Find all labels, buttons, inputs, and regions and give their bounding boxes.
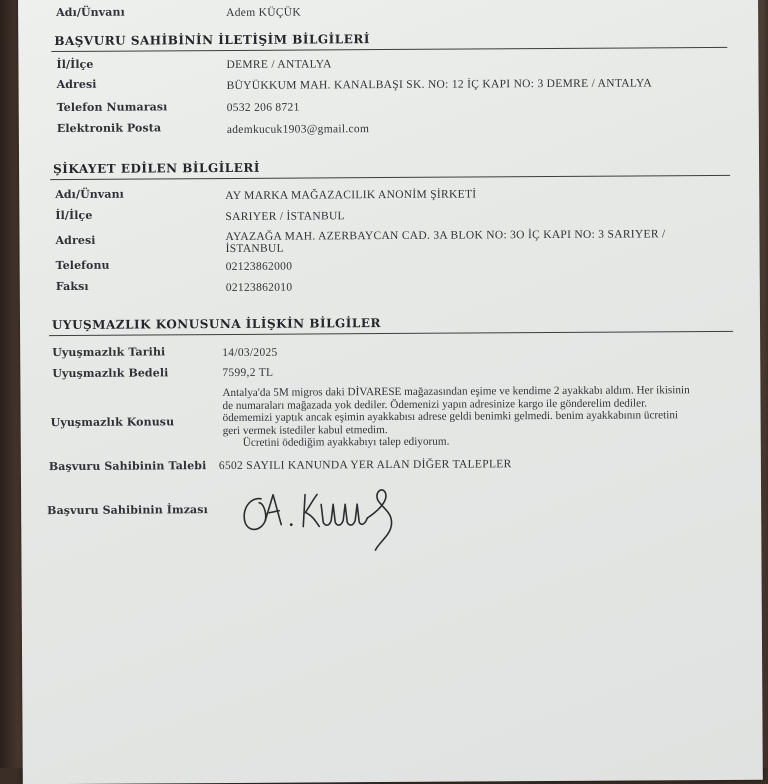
complaint-phone-value: 02123862000 (225, 260, 293, 273)
dispute-date-value: 14/03/2025 (222, 346, 278, 360)
dispute-signature-label: Başvuru Sahibinin İmzası (47, 503, 208, 518)
contact-address-value: BÜYÜKKUM MAH. KANALBAŞI SK. NO: 12 İÇ KAPI NO: 3 DEMRE / ANTALYA (226, 77, 652, 92)
complaint-section-divider (50, 175, 730, 181)
dispute-subject-line: de numaraları mağazada yok dediler. Ödemenizi yapın adresinize kargo ile gönderelim dediler. (222, 397, 648, 412)
dispute-section-divider (49, 331, 733, 337)
complaint-name-value: AY MARKA MAĞAZACILIK ANONİM ŞİRKETİ (225, 188, 477, 202)
dispute-section-title: UYUŞMAZLIK KONUSUNA İLİŞKİN BİLGİLER (51, 316, 381, 333)
dispute-subject-line: Antalya'da 5M migros daki DİVARESE mağazasından eşime ve kendime 2 ayakkabı aldım. Her ikisinin (222, 384, 690, 400)
complaint-address-value-line2: İSTANBUL (225, 242, 284, 255)
complaint-city-label: İl/İlçe (55, 208, 93, 223)
dispute-subject-line: geri vermek istediler kabul etmedim. (222, 423, 388, 437)
dispute-subject-text (222, 384, 690, 450)
dispute-amount-label: Uyuşmazlık Bedeli (52, 366, 169, 381)
contact-city-label: İl/İlçe (56, 57, 94, 72)
applicant-name-value: Adem KÜÇÜK (226, 6, 302, 19)
dispute-subject-line: ödememizi yaptık ancak eşimin ayakkabısı adrese geldi benimki gelmedi. benim ayakkabının ücretini (222, 409, 679, 425)
dispute-amount-value: 7599,2 TL (222, 366, 274, 380)
complaint-fax-value: 02123862010 (225, 281, 293, 294)
dispute-date-label: Uyuşmazlık Tarihi (52, 345, 166, 360)
contact-city-value: DEMRE / ANTALYA (226, 58, 332, 71)
contact-phone-label: Telefon Numarası (56, 100, 168, 115)
complaint-address-label: Adresi (55, 233, 96, 248)
contact-email-label: Elektronik Posta (56, 121, 162, 136)
contact-address-label: Adresi (56, 77, 97, 92)
complaint-phone-label: Telefonu (55, 258, 110, 273)
contact-phone-value: 0532 206 8721 (226, 101, 300, 114)
dispute-subject-label: Uyuşmazlık Konusu (50, 415, 175, 430)
dispute-subject-line: Ücretini ödediğim ayakkabıyı talep ediyorum. (242, 436, 450, 450)
applicant-name-label: Adı/Ünvanı (56, 5, 125, 20)
complaint-address-value: AYAZAĞA MAH. AZERBAYCAN CAD. 3A BLOK NO: 3O İÇ KAPI NO: 3 SARIYER / (225, 228, 666, 243)
complaint-section-title: ŞİKAYET EDİLEN BİLGİLERİ (53, 160, 261, 177)
contact-section-divider (51, 47, 727, 53)
contact-section-title: BAŞVURU SAHİBİNİN İLETİŞİM BİLGİLERİ (54, 32, 370, 49)
complaint-name-label: Adı/Ünvanı (55, 187, 124, 202)
dispute-request-value: 6502 SAYILI KANUNDA YER ALAN DİĞER TALEPLER (218, 458, 512, 473)
complaint-fax-label: Faksı (55, 279, 89, 294)
complaint-city-value: SARIYER / İSTANBUL (225, 210, 345, 223)
contact-email-value: ademkucuk1903@gmail.com (226, 123, 370, 136)
handwritten-signature (239, 480, 429, 553)
dispute-request-label: Başvuru Sahibinin Talebi (48, 459, 207, 474)
document-page (18, 0, 763, 784)
